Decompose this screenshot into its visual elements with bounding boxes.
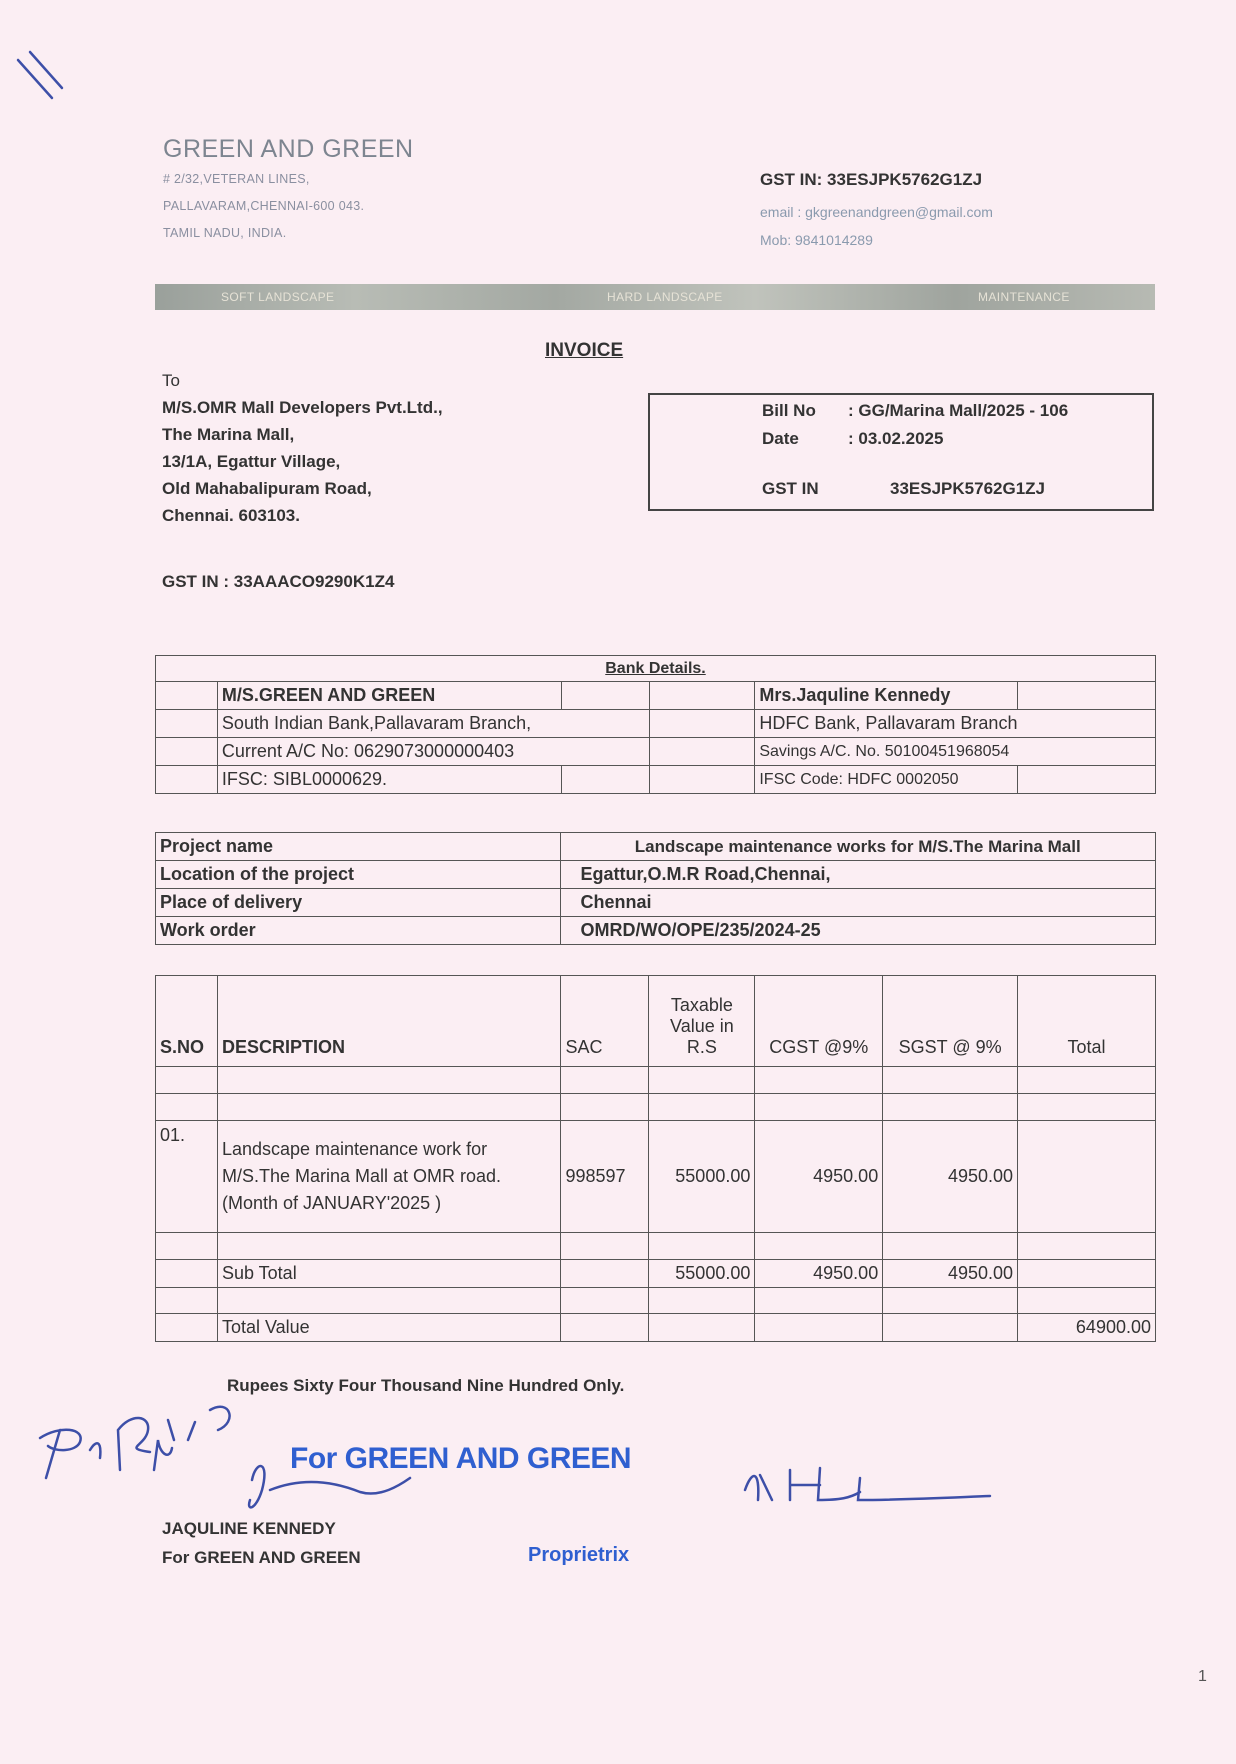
- project-value: Egattur,O.M.R Road,Chennai,: [560, 861, 1155, 889]
- header-sgst: SGST @ 9%: [883, 976, 1018, 1067]
- bill-info-box: [648, 393, 1154, 511]
- total-value: 64900.00: [1018, 1314, 1156, 1342]
- recipient-line: Old Mahabalipuram Road,: [162, 479, 372, 498]
- project-label: Work order: [156, 917, 561, 945]
- signatory-name: JAQULINE KENNEDY: [162, 1519, 336, 1538]
- item-description: Landscape maintenance work for M/S.The Marina Mall at OMR road. (Month of JANUARY'2025 ): [217, 1121, 561, 1233]
- header-total: Total: [1018, 976, 1156, 1067]
- stamp-role: Proprietrix: [528, 1544, 630, 1566]
- total-value-row: [156, 1314, 1156, 1342]
- company-email: email : gkgreenandgreen@gmail.com: [760, 204, 993, 220]
- gst-label: GST IN: [762, 479, 819, 498]
- header-sno: S.NO: [156, 976, 218, 1067]
- company-address-line: TAMIL NADU, INDIA.: [163, 226, 287, 240]
- company-stamp: For GREEN AND GREEN: [290, 1442, 632, 1475]
- page-mark: 1: [1198, 1668, 1207, 1685]
- item-total: [1018, 1121, 1156, 1233]
- company-mobile: Mob: 9841014289: [760, 232, 873, 248]
- recipient-line: 13/1A, Egattur Village,: [162, 452, 341, 471]
- bank-left-cell: Current A/C No: 0629073000000403: [217, 738, 649, 766]
- client-gst: GST IN : 33AAACO9290K1Z4: [162, 572, 395, 591]
- project-label: Place of delivery: [156, 889, 561, 917]
- recipient-line: The Marina Mall,: [162, 425, 295, 444]
- signatory-for: For GREEN AND GREEN: [162, 1548, 361, 1567]
- services-band: [155, 284, 1155, 310]
- project-label: Location of the project: [156, 861, 561, 889]
- amount-in-words: Rupees Sixty Four Thousand Nine Hundred Only.: [227, 1376, 625, 1395]
- subtotal-row: [156, 1260, 1156, 1288]
- handwritten-note: [40, 1407, 230, 1478]
- bill-no-label: Bill No: [762, 401, 816, 420]
- item-sgst: 4950.00: [883, 1121, 1018, 1233]
- project-details-table: [155, 832, 1156, 945]
- subtotal-label: Sub Total: [217, 1260, 561, 1288]
- project-label: Project name: [156, 833, 561, 861]
- header-sac: SAC: [561, 976, 649, 1067]
- bank-right-cell: HDFC Bank, Pallavaram Branch: [755, 710, 1156, 738]
- invoice-title: INVOICE: [545, 340, 624, 361]
- project-value: Landscape maintenance works for M/S.The Marina Mall: [560, 833, 1155, 861]
- total-value-label: Total Value: [217, 1314, 561, 1342]
- project-value: OMRD/WO/OPE/235/2024-25: [560, 917, 1155, 945]
- signature-receiver: [745, 1468, 990, 1500]
- service-label: HARD LANDSCAPE: [607, 290, 723, 304]
- item-sac: 998597: [561, 1121, 649, 1233]
- project-value: Chennai: [560, 889, 1155, 917]
- bank-left-cell: South Indian Bank,Pallavaram Branch,: [217, 710, 649, 738]
- date-label: Date: [762, 429, 799, 448]
- bank-left-cell: IFSC: SIBL0000629.: [217, 766, 561, 794]
- bank-details-caption: Bank Details.: [156, 656, 1156, 682]
- subtotal-taxable: 55000.00: [649, 1260, 755, 1288]
- company-name: GREEN AND GREEN: [163, 135, 414, 163]
- recipient-line: M/S.OMR Mall Developers Pvt.Ltd.,: [162, 398, 443, 417]
- header-taxable: Taxable Value in R.S: [649, 976, 755, 1067]
- corner-strike-mark: [18, 52, 62, 98]
- recipient-block: [162, 367, 443, 529]
- service-label: MAINTENANCE: [978, 290, 1070, 304]
- table-row: [156, 1121, 1156, 1233]
- bank-right-cell: IFSC Code: HDFC 0002050: [755, 766, 1018, 794]
- header-description: DESCRIPTION: [217, 976, 561, 1067]
- signatory-block: [162, 1514, 361, 1572]
- bill-no: : GG/Marina Mall/2025 - 106: [848, 401, 1069, 420]
- bank-left-cell: M/S.GREEN AND GREEN: [217, 682, 561, 710]
- company-address-line: # 2/32,VETERAN LINES,: [163, 172, 310, 186]
- subtotal-cgst: 4950.00: [755, 1260, 883, 1288]
- company-address-line: PALLAVARAM,CHENNAI-600 043.: [163, 199, 365, 213]
- recipient-line: Chennai. 603103.: [162, 506, 300, 525]
- item-taxable: 55000.00: [649, 1121, 755, 1233]
- to-label: To: [162, 371, 180, 390]
- item-sno: 01.: [156, 1121, 218, 1233]
- company-gst: GST IN: 33ESJPK5762G1ZJ: [760, 170, 983, 189]
- header-cgst: CGST @9%: [755, 976, 883, 1067]
- bill-date: : 03.02.2025: [848, 429, 944, 448]
- bill-gst: 33ESJPK5762G1ZJ: [890, 479, 1045, 498]
- invoice-items-table: [155, 975, 1156, 1342]
- bank-right-cell: Savings A/C. No. 50100451968054: [755, 738, 1156, 766]
- bank-right-cell: Mrs.Jaquline Kennedy: [755, 682, 1018, 710]
- bank-details-table: [155, 655, 1156, 794]
- item-cgst: 4950.00: [755, 1121, 883, 1233]
- service-label: SOFT LANDSCAPE: [221, 290, 335, 304]
- subtotal-sgst: 4950.00: [883, 1260, 1018, 1288]
